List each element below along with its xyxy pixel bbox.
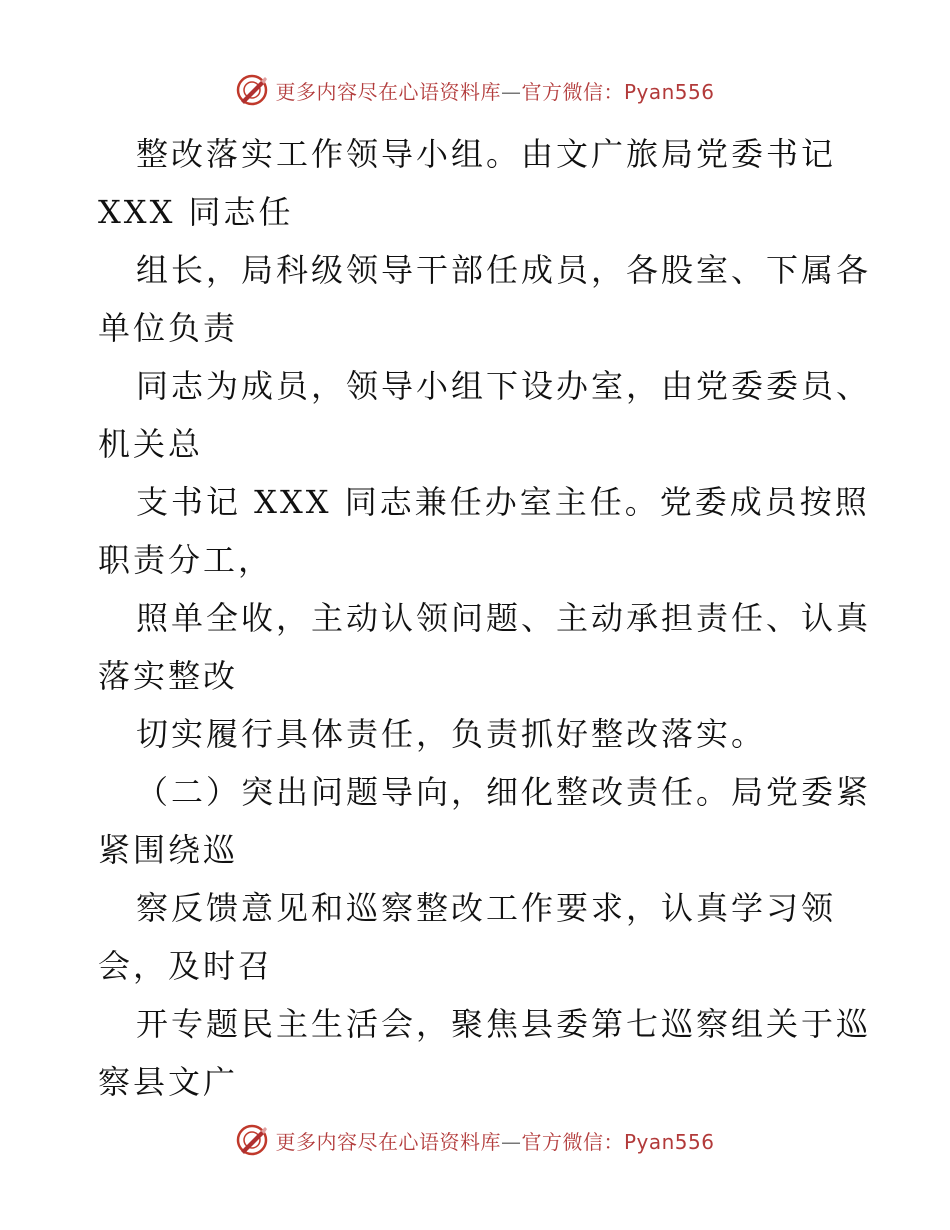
text-line: 职责分工， [98, 541, 274, 579]
text-line: 整改落实工作领导小组。由文广旅局党委书记 [136, 135, 837, 173]
watermark-text: 更多内容尽在心语资料库 [275, 1129, 501, 1154]
text-line: 会，及时召 [98, 947, 274, 985]
text-line: 照单全收，主动认领问题、主动承担责任、认真 [136, 599, 872, 637]
text-line: 单位负责 [98, 309, 239, 347]
watermark-contact: 官方微信：Pyan556 [521, 79, 715, 104]
watermark-contact: 官方微信：Pyan556 [521, 1129, 715, 1154]
text-line: 机关总 [98, 425, 204, 463]
document-body [98, 125, 872, 1111]
text-line: 支书记 XXX 同志兼任办室主任。党委成员按照 [136, 483, 870, 521]
text-line: 组长，局科级领导干部任成员，各股室、下属各 [136, 251, 872, 289]
text-line: 切实履行具体责任，负责抓好整改落实。 [136, 715, 767, 753]
text-line: 察反馈意见和巡察整改工作要求，认真学习领 [136, 889, 837, 927]
text-line: 开专题民主生活会，聚焦县委第七巡察组关于巡 [136, 1005, 872, 1043]
watermark-separator: — [500, 79, 522, 104]
footer-watermark [0, 1120, 950, 1160]
watermark-text: 更多内容尽在心语资料库 [275, 79, 501, 104]
text-line: 同志为成员，领导小组下设办室，由党委委员、 [136, 367, 872, 405]
pen-logo-icon [235, 73, 269, 107]
header-watermark [0, 70, 950, 110]
text-line: XXX 同志任 [98, 193, 294, 231]
text-line: 落实整改 [98, 657, 239, 695]
pen-logo-icon [235, 1123, 269, 1157]
text-line: （二）突出问题导向，细化整改责任。局党委紧 [136, 773, 872, 811]
text-line: 紧围绕巡 [98, 831, 239, 869]
text-line: 察县文广 [98, 1063, 239, 1101]
watermark-separator: — [500, 1129, 522, 1154]
